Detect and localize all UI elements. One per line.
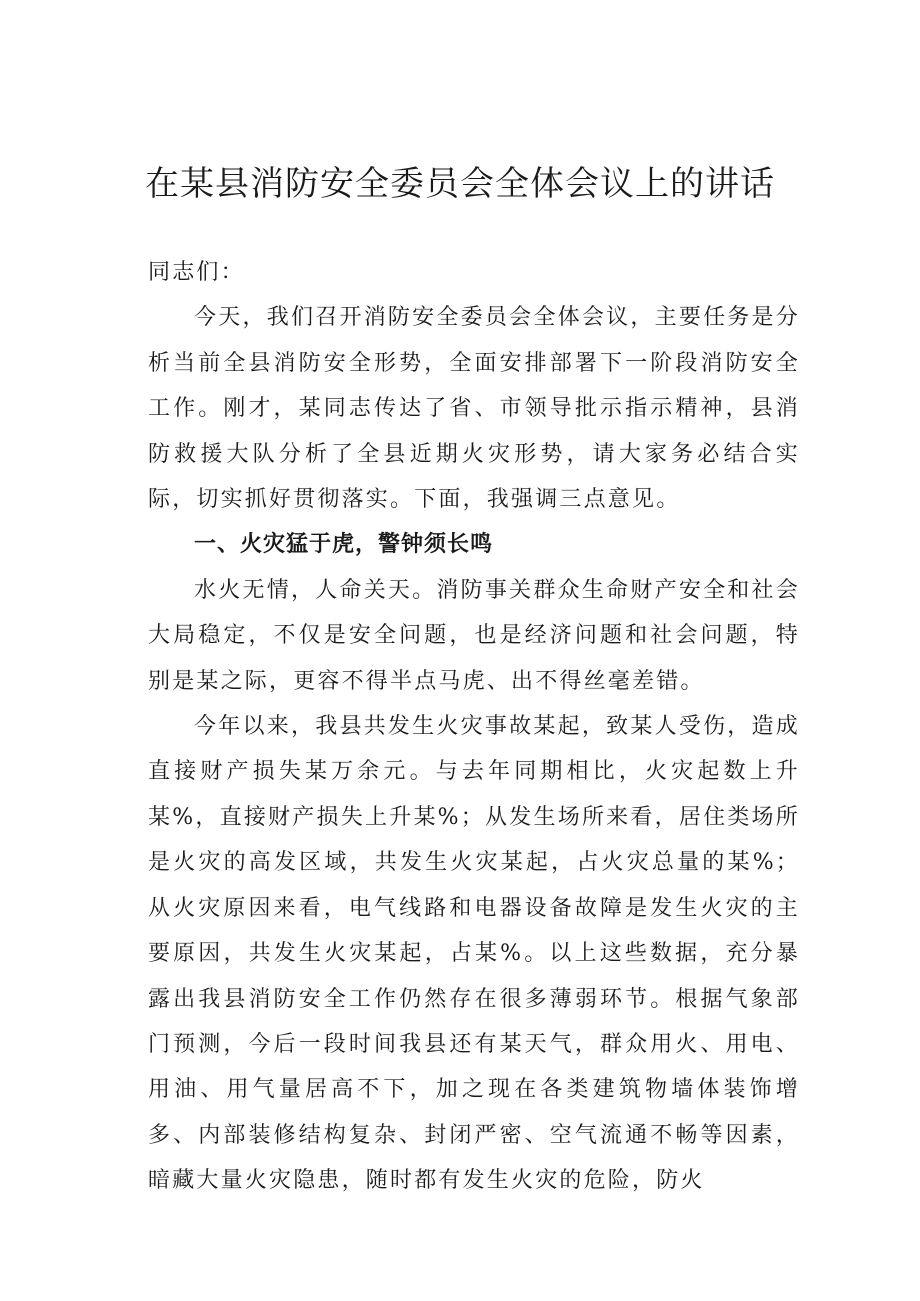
section-heading: 一、火灾猛于虎，警钟须长鸣	[194, 532, 494, 558]
section-paragraph-1: 水火无情，人命关天。消防事关群众生命财产安全和社会大局稳定，不仅是安全问题，也是经济问题和社会问题，特别是某之际，更容不得半点马虎、出不得丝毫差错。	[148, 577, 800, 694]
intro-paragraph: 今天，我们召开消防安全委员会全体会议，主要任务是分析当前全县消防安全形势，全面安排部署下一阶段消防安全工作。刚才，某同志传达了省、市领导批示指示精神，县消防救援大队分析了全县近期火灾形势，请大家务必结合实际，切实抓好贯彻落实。下面，我强调三点意见。	[148, 305, 800, 513]
document-title: 在某县消防安全委员会全体会议上的讲话	[145, 164, 775, 204]
salutation: 同志们：	[148, 260, 245, 285]
document-body	[148, 250, 800, 1204]
section-paragraph-2: 今年以来，我县共发生火灾事故某起，致某人受伤，造成直接财产损失某万余元。与去年同期相比，火灾起数上升某%，直接财产损失上升某%；从发生场所来看，居住类场所是火灾的高发区域，共发生火灾某起，占火灾总量的某%；从火灾原因来看，电气线路和电器设备故障是发生火灾的主要原因，共发生火灾某起，占某%。以上这些数据，充分暴露出我县消防安全工作仍然存在很多薄弱环节。根据气象部门预测，今后一段时间我县还有某天气，群众用火、用电、用油、用气量居高不下，加之现在各类建筑物墙体装饰增多、内部装修结构复杂、封闭严密、空气流通不畅等因素，暗藏大量火灾隐患，随时都有发生火灾的危险，防火	[148, 714, 800, 1194]
